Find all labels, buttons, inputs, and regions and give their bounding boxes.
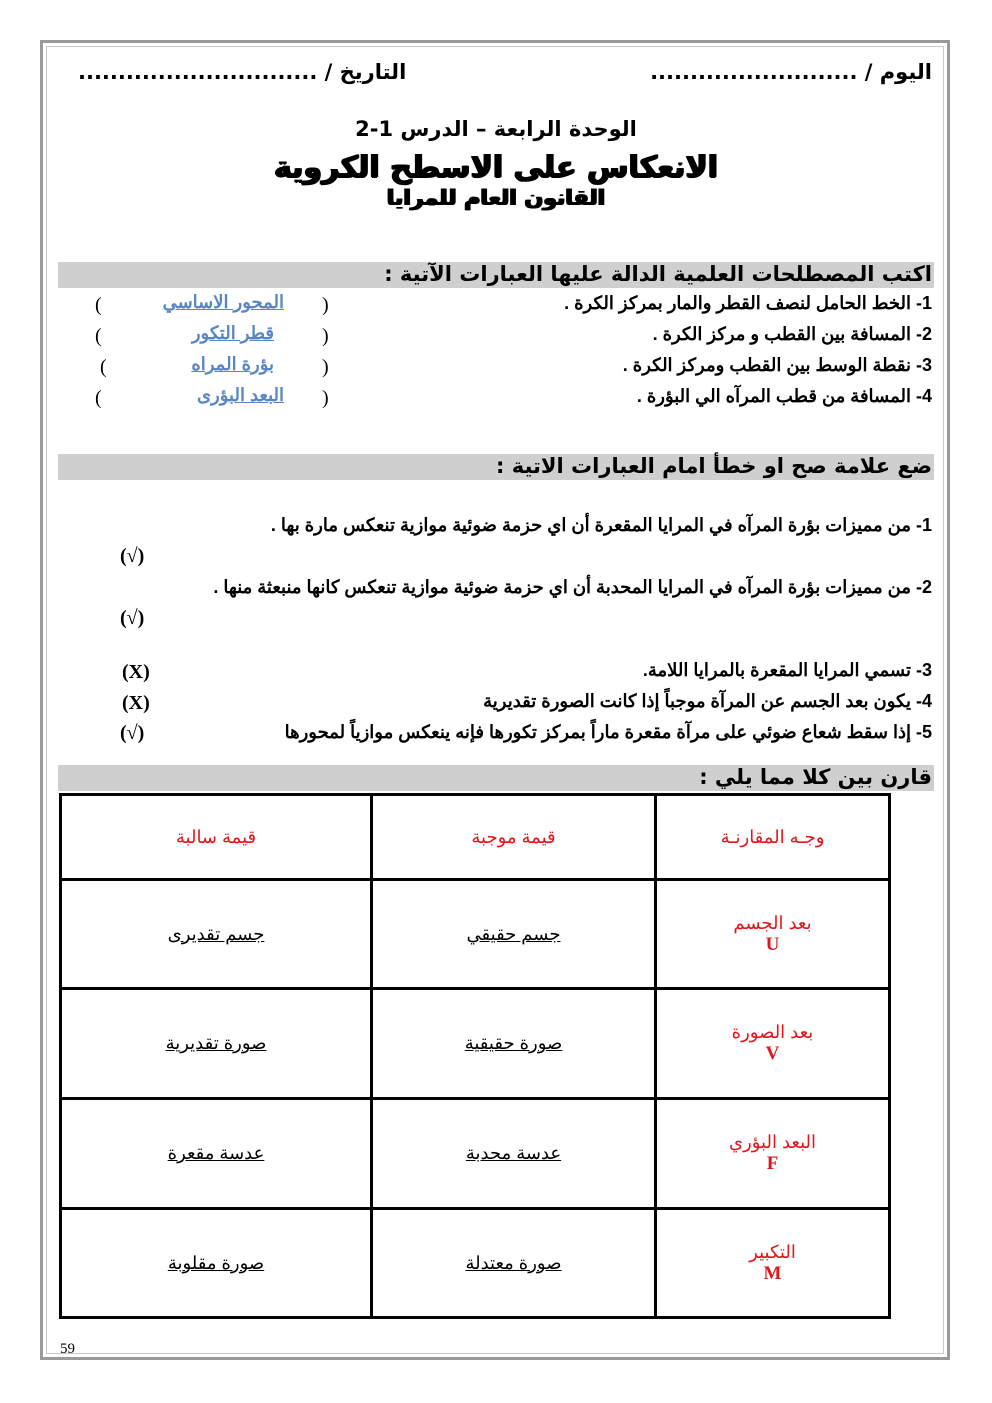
aspect-cell xyxy=(656,880,890,989)
worksheet-page: اليوم / .......................... التاريخ / .............................. الوحدة الرابعة – الدرس 1-2 الانعكاس على الاسطح الكروية القانون العام للمرايا اكتب المصطلحات العلمية الدالة عليها العبارات الآتية : 1- الخط الحامل لنصف القطر والمار بمركز الكرة . 2- المسافة بين القطب و مركز الكرة . 3- نقطة الوسط بين القطب ومركز الكرة . 4- المسافة من قطب المرآه الي البؤرة . ) ) ) ) ( ( ( ( المحور الاساسي قطر التكور بؤرة المراه البعد البؤرى ضع علامة صح او خطأ امام العبارات الاتية : 1- من مميزات بؤرة المرآه في المرايا المقعرة أن اي حزمة ضوئية موازية تنعكس مارة بها . (√) 2- من مميزات بؤرة المرآه في المرايا المحدبة أن اي حزمة ضوئية موازية تنعكس كانها منبعثة منها . (√) 3- تسمي المرايا المقعرة بالمرايا اللامة. (X) 4- يكون بعد الجسم عن المرآة موجباً إذا كانت الصورة تقديرية (X) 5- إذا سقط شعاع ضوئي على مرآة مقعرة ماراً بمركز تكورها فإنه ينعكس موازياً لمحورها (√) قارن بين كلا مما يلي : وجـه المقارنـة قيمة موجبة قيمة سالبة بعد الجسم U جسم حقيقي جسم تقديرى بعد الصورة V صورة حقيقية صورة تقديرية البعد البؤري F عدسة محدبة عدسة مقعرة التكبير M صورة معتدلة صورة مقلوبة 59 xyxy=(0,0,992,1403)
aspect-cell xyxy=(656,1209,890,1318)
tf-statement-1: 1- من مميزات بؤرة المرآه في المرايا المقعرة أن اي حزمة ضوئية موازية تنعكس مارة بها . xyxy=(270,515,932,535)
tf-mark-2: (√) xyxy=(120,607,145,629)
column-header-aspect: وجـه المقارنـة xyxy=(656,795,890,880)
tf-statement-5: 5- إذا سقط شعاع ضوئي على مرآة مقعرة ماراً بمركز تكورها فإنه ينعكس موازياً لمحورها xyxy=(284,722,932,742)
aspect-label: التكبير xyxy=(749,1241,796,1262)
table-row xyxy=(61,880,890,989)
tf-statement-3: 3- تسمي المرايا المقعرة بالمرايا اللامة. xyxy=(642,660,932,680)
section2-heading: ضع علامة صح او خطأ امام العبارات الاتية : xyxy=(496,454,932,478)
aspect-label: البعد البؤري xyxy=(728,1132,817,1152)
negative-cell: عدسة مقعرة xyxy=(61,1099,372,1209)
date-field: التاريخ / .............................. xyxy=(78,60,407,84)
table-header-row xyxy=(61,795,890,880)
tf-mark-1: (√) xyxy=(120,545,145,567)
page-number: 59 xyxy=(60,1341,75,1357)
positive-cell: صورة حقيقية xyxy=(372,989,656,1099)
aspect-symbol: M xyxy=(763,1262,782,1284)
aspect-label: بعد الصورة xyxy=(731,1022,814,1042)
aspect-cell xyxy=(656,989,890,1099)
term-question-2: 2- المسافة بين القطب و مركز الكرة . xyxy=(652,324,932,344)
term-question-1: 1- الخط الحامل لنصف القطر والمار بمركز الكرة . xyxy=(564,293,932,313)
section3-heading: قارن بين كلا مما يلي : xyxy=(699,765,932,789)
term-answer-2: قطر التكور xyxy=(191,323,274,343)
section1-heading: اكتب المصطلحات العلمية الدالة عليها العبارات الآتية : xyxy=(384,262,932,286)
aspect-label: بعد الجسم xyxy=(733,912,812,933)
tf-statement-2: 2- من مميزات بؤرة المرآه في المرايا المحدبة أن اي حزمة ضوئية موازية تنعكس كانها منبعثة منها . xyxy=(213,577,932,597)
negative-cell: جسم تقديرى xyxy=(61,880,372,989)
term-question-4: 4- المسافة من قطب المرآه الي البؤرة . xyxy=(636,386,932,406)
tf-mark-5: (√) xyxy=(120,722,145,744)
positive-cell: صورة معتدلة xyxy=(372,1209,656,1318)
aspect-symbol: V xyxy=(765,1043,780,1064)
tf-mark-3: (X) xyxy=(122,661,150,683)
tf-mark-4: (X) xyxy=(122,692,150,714)
table-row xyxy=(61,1099,890,1209)
column-header-positive: قيمة موجبة xyxy=(372,795,656,880)
lesson-title: الانعكاس على الاسطح الكروية xyxy=(273,150,719,185)
negative-cell: صورة مقلوبة xyxy=(61,1209,372,1318)
term-question-3: 3- نقطة الوسط بين القطب ومركز الكرة . xyxy=(622,355,932,375)
aspect-symbol: F xyxy=(766,1153,779,1174)
positive-cell: جسم حقيقي xyxy=(372,880,656,989)
aspect-cell xyxy=(656,1099,890,1209)
negative-cell: صورة تقديرية xyxy=(61,989,372,1099)
term-answer-4: البعد البؤرى xyxy=(196,385,284,405)
term-answer-1: المحور الاساسي xyxy=(162,292,284,312)
tf-statement-4: 4- يكون بعد الجسم عن المرآة موجباً إذا كانت الصورة تقديرية xyxy=(483,691,932,711)
column-header-negative: قيمة سالبة xyxy=(61,795,372,880)
comparison-table xyxy=(59,793,891,1319)
day-field: اليوم / .......................... xyxy=(650,60,932,84)
term-answer-3: بؤرة المراه xyxy=(191,354,274,374)
aspect-symbol: U xyxy=(765,933,780,955)
lesson-subtitle: القانون العام للمرايا xyxy=(386,186,606,211)
positive-cell: عدسة محدبة xyxy=(372,1099,656,1209)
table-row xyxy=(61,989,890,1099)
unit-title: الوحدة الرابعة – الدرس 1-2 xyxy=(355,117,637,141)
table-row xyxy=(61,1209,890,1318)
